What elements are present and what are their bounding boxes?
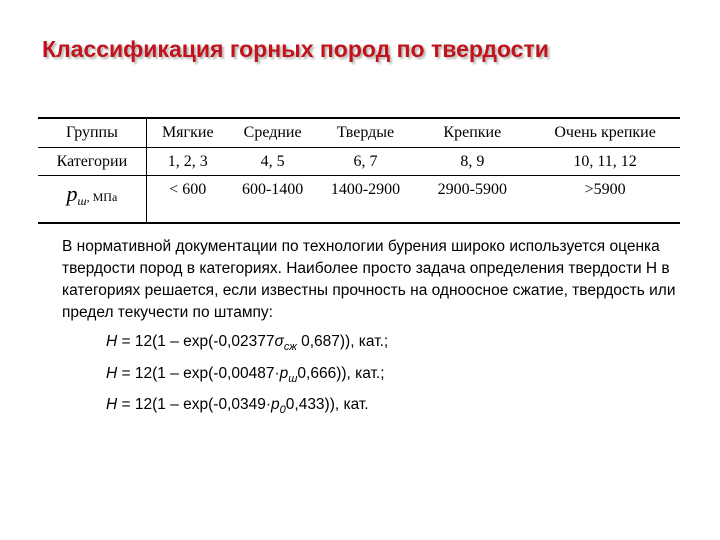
table-cell: 6, 7: [317, 148, 415, 176]
formula-text: = 12(1 – exp(-0,0349·: [117, 396, 272, 413]
formula-subscript: 0: [279, 404, 286, 417]
formula-text: 0,433)), кат.: [285, 396, 369, 413]
formula-variable: Н: [106, 396, 118, 413]
row-label-categories: Категории: [38, 148, 146, 176]
formula-variable: Н: [106, 333, 118, 350]
formula-text: = 12(1 – exp(-0,02377: [117, 333, 275, 350]
pressure-symbol: p: [66, 181, 78, 206]
table-cell: 1, 2, 3: [146, 148, 228, 176]
table-cell: < 600: [146, 176, 228, 224]
formula-text: = 12(1 – exp(-0,00487·: [117, 365, 280, 382]
row-label-groups: Группы: [38, 118, 146, 148]
table-row-groups: [38, 118, 680, 148]
table-cell: Мягкие: [146, 118, 228, 148]
formula-3: [106, 396, 369, 416]
table-cell: 1400-2900: [317, 176, 415, 224]
formula-symbol: р: [271, 396, 280, 413]
table-cell: Твердые: [317, 118, 415, 148]
table-cell: 8, 9: [414, 148, 530, 176]
row-label-pressure: [38, 176, 146, 224]
table-cell: 4, 5: [229, 148, 317, 176]
table-cell: 2900-5900: [414, 176, 530, 224]
formula-1: [106, 333, 388, 353]
table-cell: 600-1400: [229, 176, 317, 224]
description-paragraph: В нормативной документации по технологии бурения широко используется оценка твердости пород в категориях. Наиболее просто задача определения твердости Н в категориях решается, если известны прочность на одноосное сжатие, твердость или предел текучести по штампу:: [62, 238, 676, 321]
formula-subscript: сж: [283, 341, 297, 354]
formula-2: [106, 365, 385, 385]
table-row-pressure: [38, 176, 680, 224]
table-cell: Средние: [229, 118, 317, 148]
table-cell: Очень крепкие: [530, 118, 680, 148]
table-cell: >5900: [530, 176, 680, 224]
page-title: Классификация горных пород по твердости: [42, 36, 549, 62]
formula-symbol: р: [279, 365, 289, 382]
pressure-unit: , МПа: [86, 190, 118, 204]
table-cell: 10, 11, 12: [530, 148, 680, 176]
formula-text: 0,666)), кат.;: [297, 365, 385, 382]
table-cell: Крепкие: [414, 118, 530, 148]
hardness-table: [38, 117, 680, 224]
table-row-categories: [38, 148, 680, 176]
formula-variable: Н: [106, 365, 118, 382]
formula-subscript: ш: [288, 373, 298, 386]
formula-symbol: σ: [274, 333, 284, 350]
formula-text: 0,687)), кат.;: [296, 333, 389, 350]
pressure-subscript: ш: [77, 194, 87, 209]
